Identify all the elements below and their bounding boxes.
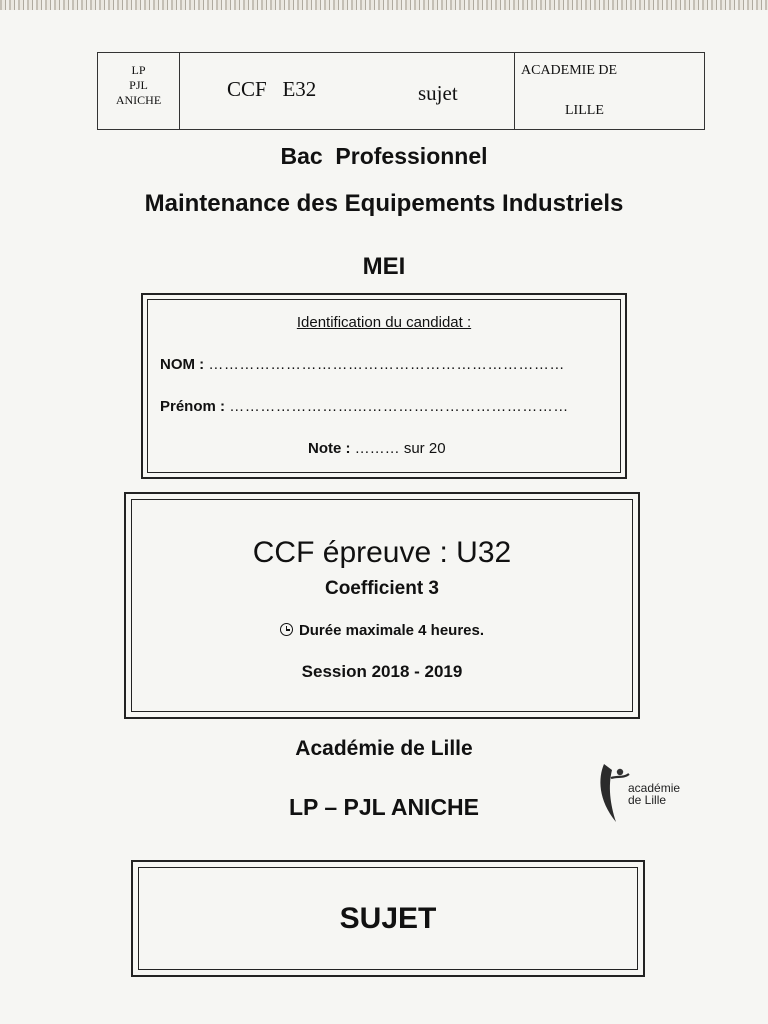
prenom-label: Prénom :	[160, 398, 226, 415]
exam-session: Session 2018 - 2019	[301, 662, 463, 681]
prenom-field[interactable]	[160, 398, 569, 415]
header-school-cell	[98, 53, 180, 129]
logo-text-line2: de Lille	[628, 793, 667, 807]
school-name: LP – PJL ANICHE	[288, 794, 480, 820]
subject-title: SUJET	[339, 902, 437, 935]
exam-coefficient: Coefficient 3	[324, 578, 440, 599]
subject-box	[131, 860, 645, 977]
diploma-title: Bac Professionnel	[280, 143, 488, 169]
speciality-title: Maintenance des Equipements Industriels	[144, 190, 624, 217]
identification-title: Identification du candidat :	[296, 314, 472, 331]
page-edge-texture	[0, 0, 768, 10]
header-exam-cell	[180, 53, 515, 129]
header-exam-code: CCF E32	[227, 77, 317, 101]
nom-field[interactable]	[160, 356, 565, 373]
note-dots: ………	[354, 440, 400, 457]
exam-title: CCF épreuve : U32	[252, 536, 512, 569]
nom-label: NOM :	[160, 356, 205, 373]
exam-duration	[132, 622, 632, 639]
nom-dots: ……………………………………………………………	[208, 356, 565, 373]
candidate-identification-box	[141, 293, 627, 479]
logo-text-line1: académie	[628, 781, 681, 795]
exam-info-inner	[131, 499, 633, 712]
note-label: Note :	[308, 440, 351, 457]
header-academy-cell	[515, 53, 704, 129]
header-academy-line2: LILLE	[565, 103, 604, 118]
header-school-line: PJL	[129, 78, 148, 92]
academie-de-lille-logo	[596, 760, 696, 826]
header-academy-line1: ACADEMIE DE	[521, 63, 618, 78]
header-doc-type: sujet	[418, 81, 458, 105]
header-table	[97, 52, 705, 130]
note-field[interactable]	[308, 440, 446, 457]
exam-duration-text: Durée maximale 4 heures.	[298, 622, 485, 639]
logo-text	[628, 782, 680, 806]
header-school-line: LP	[131, 63, 146, 77]
note-scale: sur 20	[403, 440, 446, 457]
clock-icon	[280, 623, 293, 636]
academy-name: Académie de Lille	[295, 737, 473, 760]
acronym-title: MEI	[362, 253, 406, 280]
header-school-line: ANICHE	[115, 93, 162, 107]
subject-box-inner	[138, 867, 638, 970]
exam-info-box	[124, 492, 640, 719]
candidate-identification-inner	[147, 299, 621, 473]
prenom-dots: ……………………...…………………………………	[229, 398, 569, 415]
